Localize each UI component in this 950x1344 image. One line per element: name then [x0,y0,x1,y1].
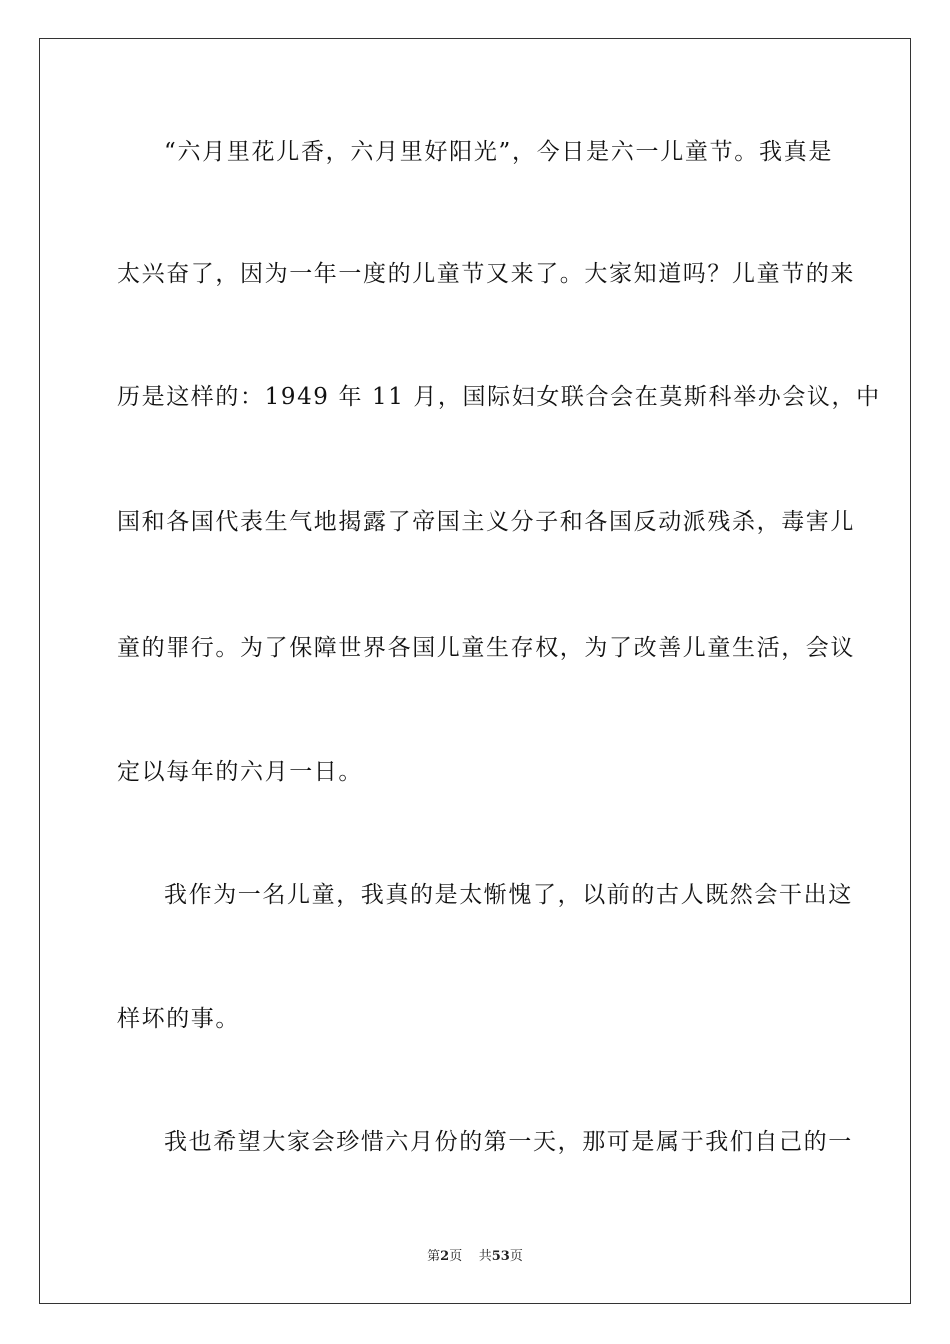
page-number: 2 [440,1249,450,1264]
paragraph-1-line-3: 历是这样的：1949 年 11 月，国际妇女联合会在莫斯科举办会议，中 [117,384,881,410]
paragraph-3-line-1: 我也希望大家会珍惜六月份的第一天，那可是属于我们自己的一 [164,1129,853,1155]
total-pages: 53 [491,1249,510,1264]
paragraph-1-line-5: 童的罪行。为了保障世界各国儿童生存权，为了改善儿童生活，会议 [117,635,855,661]
page-footer [0,1248,950,1266]
page-border [39,38,911,1304]
paragraph-1-line-4: 国和各国代表生气地揭露了帝国主义分子和各国反动派残杀，毒害儿 [117,509,855,535]
page-suffix: 页 [449,1249,463,1264]
paragraph-1-line-1: “六月里花儿香，六月里好阳光”，今日是六一儿童节。我真是 [164,139,833,165]
total-suffix: 页 [509,1249,523,1264]
page-prefix: 第 [427,1249,441,1264]
paragraph-1-line-2: 太兴奋了，因为一年一度的儿童节又来了。大家知道吗？儿童节的来 [117,261,855,287]
total-prefix: 共 [478,1249,492,1264]
paragraph-2-line-2: 样坏的事。 [117,1006,240,1032]
paragraph-1-line-6: 定以每年的六月一日。 [117,759,363,785]
paragraph-2-line-1: 我作为一名儿童，我真的是太惭愧了，以前的古人既然会干出这 [164,882,853,908]
